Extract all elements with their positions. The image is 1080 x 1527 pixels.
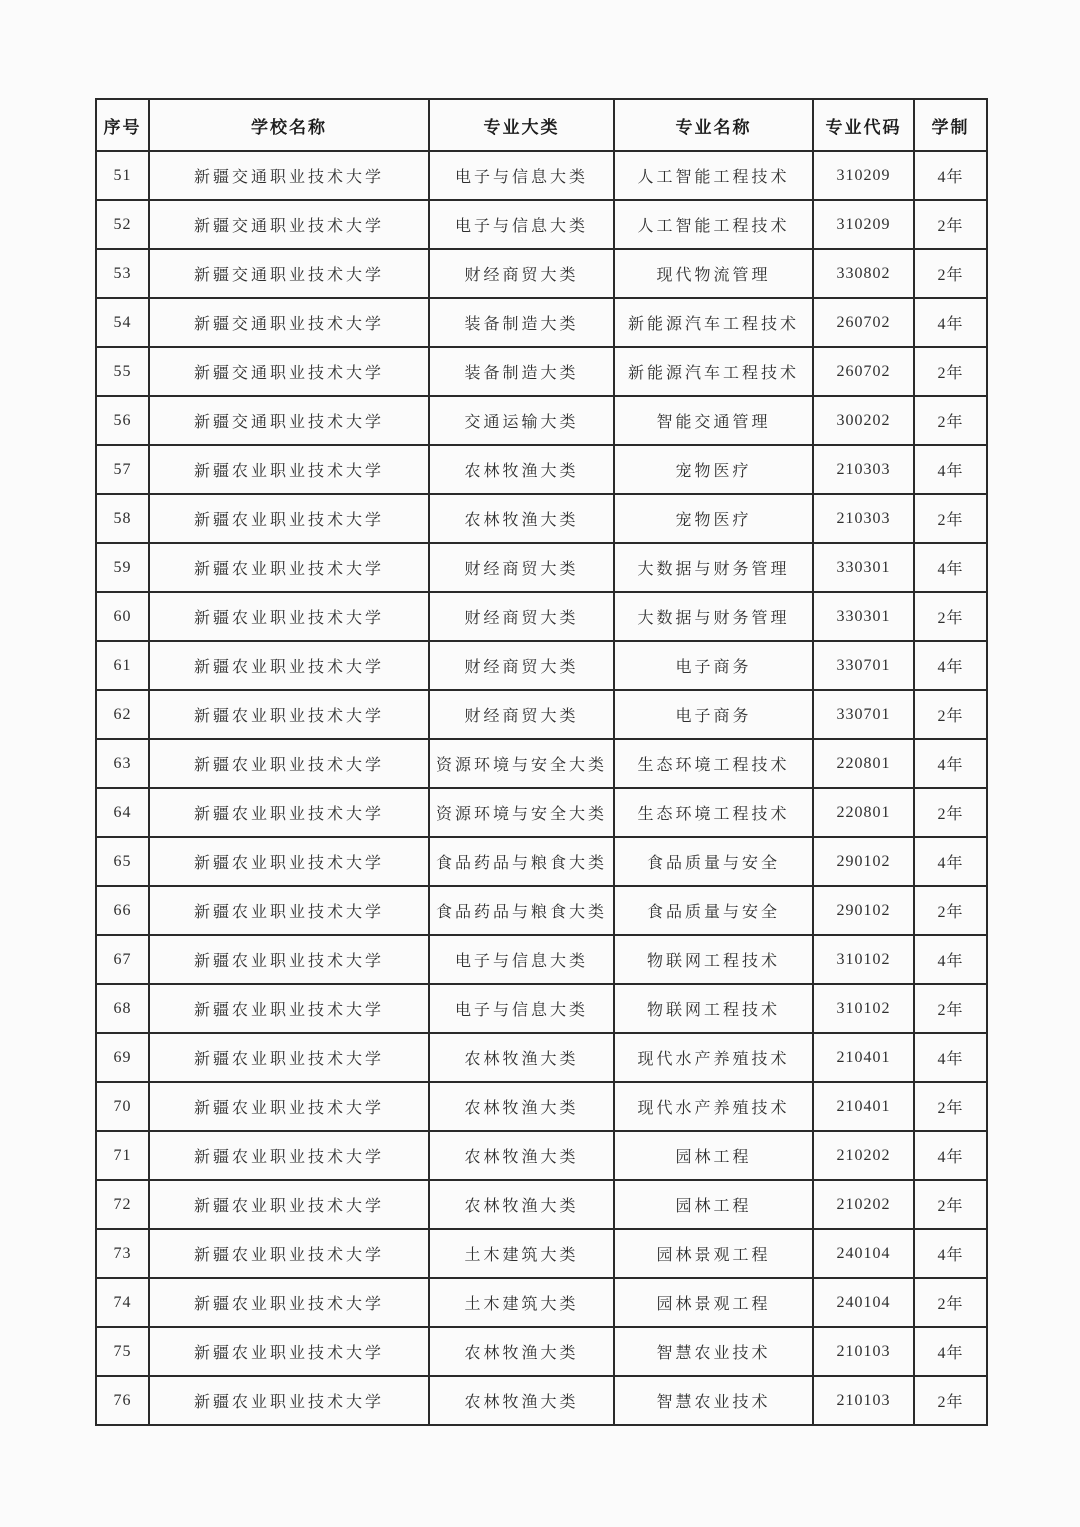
cell-duration: 2年: [914, 984, 987, 1033]
cell-index: 69: [96, 1033, 149, 1082]
cell-major: 大数据与财务管理: [614, 592, 813, 641]
cell-code: 260702: [813, 298, 914, 347]
table-row: [96, 1327, 987, 1376]
cell-duration: 4年: [914, 151, 987, 200]
cell-duration: 2年: [914, 396, 987, 445]
cell-index: 68: [96, 984, 149, 1033]
cell-code: 240104: [813, 1229, 914, 1278]
cell-index: 60: [96, 592, 149, 641]
cell-major: 大数据与财务管理: [614, 543, 813, 592]
cell-major: 新能源汽车工程技术: [614, 298, 813, 347]
cell-code: 240104: [813, 1278, 914, 1327]
cell-index: 55: [96, 347, 149, 396]
cell-index: 58: [96, 494, 149, 543]
cell-category: 食品药品与粮食大类: [429, 837, 614, 886]
cell-school: 新疆交通职业技术大学: [149, 200, 429, 249]
cell-school: 新疆农业职业技术大学: [149, 1131, 429, 1180]
cell-category: 资源环境与安全大类: [429, 788, 614, 837]
cell-school: 新疆交通职业技术大学: [149, 151, 429, 200]
cell-code: 210103: [813, 1327, 914, 1376]
cell-major: 人工智能工程技术: [614, 151, 813, 200]
cell-duration: 2年: [914, 249, 987, 298]
cell-major: 人工智能工程技术: [614, 200, 813, 249]
cell-duration: 2年: [914, 886, 987, 935]
cell-index: 61: [96, 641, 149, 690]
cell-code: 300202: [813, 396, 914, 445]
cell-code: 210303: [813, 445, 914, 494]
cell-code: 310209: [813, 200, 914, 249]
cell-major: 园林景观工程: [614, 1278, 813, 1327]
cell-code: 210103: [813, 1376, 914, 1425]
cell-category: 电子与信息大类: [429, 200, 614, 249]
cell-code: 290102: [813, 886, 914, 935]
cell-major: 现代物流管理: [614, 249, 813, 298]
cell-category: 农林牧渔大类: [429, 1033, 614, 1082]
cell-school: 新疆农业职业技术大学: [149, 641, 429, 690]
cell-category: 农林牧渔大类: [429, 445, 614, 494]
cell-duration: 2年: [914, 494, 987, 543]
cell-category: 电子与信息大类: [429, 935, 614, 984]
cell-major: 宠物医疗: [614, 445, 813, 494]
table-row: [96, 1033, 987, 1082]
majors-table: [95, 98, 988, 1426]
cell-duration: 4年: [914, 935, 987, 984]
cell-school: 新疆农业职业技术大学: [149, 1082, 429, 1131]
cell-duration: 2年: [914, 347, 987, 396]
cell-index: 56: [96, 396, 149, 445]
table-row: [96, 494, 987, 543]
table-row: [96, 200, 987, 249]
cell-code: 330701: [813, 690, 914, 739]
table-row: [96, 1229, 987, 1278]
cell-major: 现代水产养殖技术: [614, 1033, 813, 1082]
cell-category: 农林牧渔大类: [429, 1082, 614, 1131]
cell-category: 农林牧渔大类: [429, 1180, 614, 1229]
cell-index: 67: [96, 935, 149, 984]
cell-duration: 2年: [914, 1180, 987, 1229]
cell-school: 新疆农业职业技术大学: [149, 494, 429, 543]
cell-category: 装备制造大类: [429, 298, 614, 347]
cell-school: 新疆交通职业技术大学: [149, 347, 429, 396]
cell-major: 生态环境工程技术: [614, 788, 813, 837]
cell-duration: 2年: [914, 200, 987, 249]
cell-duration: 2年: [914, 1376, 987, 1425]
cell-index: 70: [96, 1082, 149, 1131]
cell-index: 53: [96, 249, 149, 298]
cell-school: 新疆农业职业技术大学: [149, 543, 429, 592]
cell-index: 75: [96, 1327, 149, 1376]
cell-category: 财经商贸大类: [429, 592, 614, 641]
cell-index: 72: [96, 1180, 149, 1229]
cell-index: 65: [96, 837, 149, 886]
table-row: [96, 396, 987, 445]
cell-major: 电子商务: [614, 641, 813, 690]
cell-category: 土木建筑大类: [429, 1278, 614, 1327]
cell-school: 新疆农业职业技术大学: [149, 690, 429, 739]
table-row: [96, 788, 987, 837]
cell-school: 新疆农业职业技术大学: [149, 1229, 429, 1278]
table-row: [96, 739, 987, 788]
table-row: [96, 984, 987, 1033]
cell-school: 新疆农业职业技术大学: [149, 739, 429, 788]
cell-code: 310102: [813, 935, 914, 984]
cell-school: 新疆农业职业技术大学: [149, 837, 429, 886]
cell-school: 新疆农业职业技术大学: [149, 592, 429, 641]
cell-school: 新疆农业职业技术大学: [149, 445, 429, 494]
cell-major: 食品质量与安全: [614, 886, 813, 935]
cell-category: 财经商贸大类: [429, 543, 614, 592]
cell-major: 生态环境工程技术: [614, 739, 813, 788]
cell-major: 物联网工程技术: [614, 935, 813, 984]
table-row: [96, 445, 987, 494]
cell-school: 新疆交通职业技术大学: [149, 396, 429, 445]
cell-category: 农林牧渔大类: [429, 1131, 614, 1180]
cell-code: 210303: [813, 494, 914, 543]
cell-duration: 4年: [914, 1229, 987, 1278]
table-row: [96, 1376, 987, 1425]
cell-duration: 4年: [914, 1327, 987, 1376]
cell-code: 220801: [813, 788, 914, 837]
cell-index: 76: [96, 1376, 149, 1425]
cell-category: 电子与信息大类: [429, 984, 614, 1033]
table-row: [96, 298, 987, 347]
cell-school: 新疆农业职业技术大学: [149, 788, 429, 837]
table-row: [96, 249, 987, 298]
cell-category: 土木建筑大类: [429, 1229, 614, 1278]
cell-index: 59: [96, 543, 149, 592]
cell-index: 63: [96, 739, 149, 788]
cell-major: 园林工程: [614, 1131, 813, 1180]
cell-code: 220801: [813, 739, 914, 788]
cell-duration: 4年: [914, 543, 987, 592]
cell-school: 新疆交通职业技术大学: [149, 249, 429, 298]
table-row: [96, 837, 987, 886]
cell-category: 资源环境与安全大类: [429, 739, 614, 788]
table-row: [96, 1180, 987, 1229]
cell-code: 330802: [813, 249, 914, 298]
cell-code: 210401: [813, 1082, 914, 1131]
cell-code: 310102: [813, 984, 914, 1033]
cell-code: 260702: [813, 347, 914, 396]
table-row: [96, 592, 987, 641]
cell-index: 64: [96, 788, 149, 837]
table-row: [96, 151, 987, 200]
cell-major: 电子商务: [614, 690, 813, 739]
cell-major: 园林景观工程: [614, 1229, 813, 1278]
cell-duration: 4年: [914, 298, 987, 347]
header-row: [96, 99, 987, 151]
cell-index: 74: [96, 1278, 149, 1327]
cell-major: 智慧农业技术: [614, 1376, 813, 1425]
table-row: [96, 1278, 987, 1327]
cell-code: 210202: [813, 1180, 914, 1229]
cell-school: 新疆农业职业技术大学: [149, 1033, 429, 1082]
col-header-index: 序号: [96, 99, 149, 151]
cell-duration: 4年: [914, 1131, 987, 1180]
cell-code: 210202: [813, 1131, 914, 1180]
cell-school: 新疆农业职业技术大学: [149, 1327, 429, 1376]
col-header-category: 专业大类: [429, 99, 614, 151]
table-row: [96, 1131, 987, 1180]
cell-category: 财经商贸大类: [429, 690, 614, 739]
cell-code: 330301: [813, 592, 914, 641]
cell-code: 290102: [813, 837, 914, 886]
table-row: [96, 690, 987, 739]
cell-duration: 4年: [914, 739, 987, 788]
cell-school: 新疆农业职业技术大学: [149, 886, 429, 935]
cell-duration: 2年: [914, 1082, 987, 1131]
cell-major: 食品质量与安全: [614, 837, 813, 886]
table-row: [96, 886, 987, 935]
cell-code: 210401: [813, 1033, 914, 1082]
cell-major: 新能源汽车工程技术: [614, 347, 813, 396]
cell-major: 物联网工程技术: [614, 984, 813, 1033]
cell-index: 57: [96, 445, 149, 494]
cell-index: 54: [96, 298, 149, 347]
table-row: [96, 1082, 987, 1131]
cell-index: 73: [96, 1229, 149, 1278]
cell-category: 农林牧渔大类: [429, 494, 614, 543]
table-row: [96, 935, 987, 984]
cell-category: 交通运输大类: [429, 396, 614, 445]
cell-category: 电子与信息大类: [429, 151, 614, 200]
cell-index: 71: [96, 1131, 149, 1180]
cell-index: 51: [96, 151, 149, 200]
cell-category: 财经商贸大类: [429, 249, 614, 298]
cell-index: 66: [96, 886, 149, 935]
cell-major: 智慧农业技术: [614, 1327, 813, 1376]
cell-duration: 4年: [914, 837, 987, 886]
table-row: [96, 347, 987, 396]
cell-school: 新疆农业职业技术大学: [149, 1278, 429, 1327]
cell-duration: 4年: [914, 641, 987, 690]
cell-duration: 2年: [914, 788, 987, 837]
cell-category: 农林牧渔大类: [429, 1376, 614, 1425]
cell-category: 农林牧渔大类: [429, 1327, 614, 1376]
cell-duration: 2年: [914, 690, 987, 739]
cell-major: 宠物医疗: [614, 494, 813, 543]
col-header-major: 专业名称: [614, 99, 813, 151]
cell-index: 52: [96, 200, 149, 249]
col-header-school: 学校名称: [149, 99, 429, 151]
cell-duration: 2年: [914, 592, 987, 641]
cell-school: 新疆农业职业技术大学: [149, 1180, 429, 1229]
cell-school: 新疆农业职业技术大学: [149, 1376, 429, 1425]
cell-school: 新疆农业职业技术大学: [149, 935, 429, 984]
cell-duration: 4年: [914, 445, 987, 494]
cell-code: 330701: [813, 641, 914, 690]
col-header-duration: 学制: [914, 99, 987, 151]
col-header-code: 专业代码: [813, 99, 914, 151]
table-row: [96, 641, 987, 690]
cell-major: 智能交通管理: [614, 396, 813, 445]
cell-duration: 4年: [914, 1033, 987, 1082]
cell-index: 62: [96, 690, 149, 739]
cell-category: 财经商贸大类: [429, 641, 614, 690]
cell-code: 310209: [813, 151, 914, 200]
table-row: [96, 543, 987, 592]
cell-duration: 2年: [914, 1278, 987, 1327]
cell-school: 新疆农业职业技术大学: [149, 984, 429, 1033]
cell-category: 装备制造大类: [429, 347, 614, 396]
cell-major: 现代水产养殖技术: [614, 1082, 813, 1131]
cell-category: 食品药品与粮食大类: [429, 886, 614, 935]
cell-major: 园林工程: [614, 1180, 813, 1229]
cell-code: 330301: [813, 543, 914, 592]
cell-school: 新疆交通职业技术大学: [149, 298, 429, 347]
